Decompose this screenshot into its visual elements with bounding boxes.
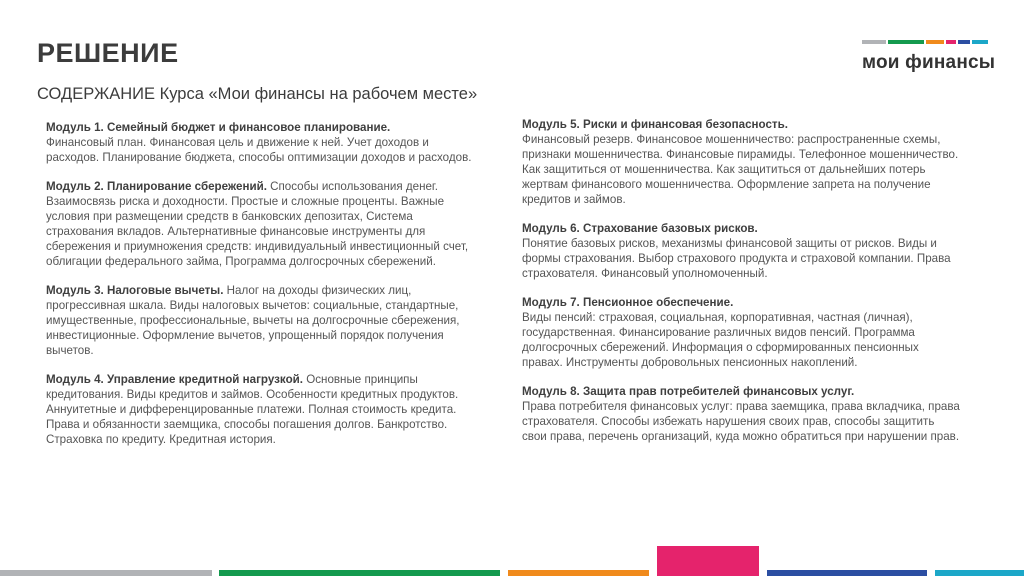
module-1-heading: Модуль 1. Семейный бюджет и финансовое планирование.: [46, 121, 391, 134]
footer-bar-green: [219, 570, 500, 576]
module-4-text: Основные принципы кредитования. Виды кредитов и займов. Особенности кредитных продуктов. Аннуитетные и дифференцированные платежи. Полная стоимость кредита. Права и обязанности заемщика, способы погашения долгов. Банкротство. Страховка по кредиту. Кредитная история.: [46, 373, 459, 446]
brand-logo: [862, 40, 996, 80]
module-2: [46, 179, 476, 269]
logo-bar-green: [888, 40, 924, 44]
module-7-heading: Модуль 7. Пенсионное обеспечение.: [522, 296, 734, 309]
modules-right-column: [522, 117, 962, 458]
module-8: [522, 384, 962, 444]
module-5: [522, 117, 962, 207]
module-1: [46, 120, 476, 165]
footer-bar-cyan: [935, 570, 1024, 576]
slide-title: РЕШЕНИЕ: [37, 38, 179, 68]
footer-bar-blue: [767, 570, 927, 576]
module-6: [522, 221, 962, 281]
modules-left-column: [46, 120, 476, 461]
module-4-heading: Модуль 4. Управление кредитной нагрузкой.: [46, 373, 303, 386]
module-3: [46, 283, 476, 358]
logo-bar-pink: [946, 40, 956, 44]
module-3-heading: Модуль 3. Налоговые вычеты.: [46, 284, 224, 297]
module-3-text: Налог на доходы физических лиц, прогрессивная шкала. Виды налоговых вычетов: социальные, стандартные, имущественные, профессиональные, вычеты на долгосрочные сбережения, инвестиционные. Оформление вычетов, упрощенный порядок получения вычетов.: [46, 284, 460, 357]
module-8-heading: Модуль 8. Защита прав потребителей финансовых услуг.: [522, 385, 855, 398]
module-6-heading: Модуль 6. Страхование базовых рисков.: [522, 222, 758, 235]
footer-bar-gray: [0, 570, 212, 576]
module-2-heading: Модуль 2. Планирование сбережений.: [46, 180, 267, 193]
footer-color-bars: [0, 546, 1024, 576]
module-5-text: Финансовый резерв. Финансовое мошенничество: распространенные схемы, признаки мошенничества. Финансовые пирамиды. Телефонное мошенничество. Как защититься от мошенничества. Как защититься от дальнейших потерь жертвам финансового мошенничества. Оформление запрета на получение кредитов и займов.: [522, 133, 959, 206]
logo-text: мои финансы: [862, 52, 996, 73]
logo-bar-blue: [958, 40, 970, 44]
logo-bar-gray: [862, 40, 886, 44]
module-6-text: Понятие базовых рисков, механизмы финансовой защиты от рисков. Виды и формы страхования. Выбор страхового продукта и страховой компании. Права страхователя. Финансовый уполномоченный.: [522, 237, 951, 280]
logo-color-bars: [862, 40, 988, 44]
module-1-text: Финансовый план. Финансовая цель и движение к ней. Учет доходов и расходов. Планирование бюджета, способы оптимизации доходов и расходов.: [46, 136, 472, 164]
footer-bar-pink: [657, 546, 759, 576]
logo-bar-cyan: [972, 40, 988, 44]
module-7: [522, 295, 962, 370]
logo-bar-orange: [926, 40, 944, 44]
module-5-heading: Модуль 5. Риски и финансовая безопасность.: [522, 118, 788, 131]
footer-bar-orange: [508, 570, 649, 576]
module-4: [46, 372, 476, 447]
slide-subtitle: СОДЕРЖАНИЕ Курса «Мои финансы на рабочем месте»: [37, 85, 478, 103]
module-8-text: Права потребителя финансовых услуг: права заемщика, права вкладчика, права страхователя. Способы избежать нарушения своих прав, способы защитить свои права, перечень организаций, куда можно обратиться при нарушении прав.: [522, 400, 960, 443]
module-7-text: Виды пенсий: страховая, социальная, корпоративная, частная (личная), государственная. Финансирование различных видов пенсий. Программа долгосрочных сбережений. Информация о сформированных пенсионных правах. Инструменты добровольных пенсионных накоплений.: [522, 311, 919, 369]
module-2-text: Способы использования денег. Взаимосвязь риска и доходности. Простые и сложные проценты. Важные условия при размещении средств в банковских депозитах, Система страхования вкладов. Альтернативные финансовые инструменты для сбережения и приумножения средств: индивидуальный инвестиционный счет, облигации федерального займа, Программа долгосрочных сбережений.: [46, 180, 469, 268]
